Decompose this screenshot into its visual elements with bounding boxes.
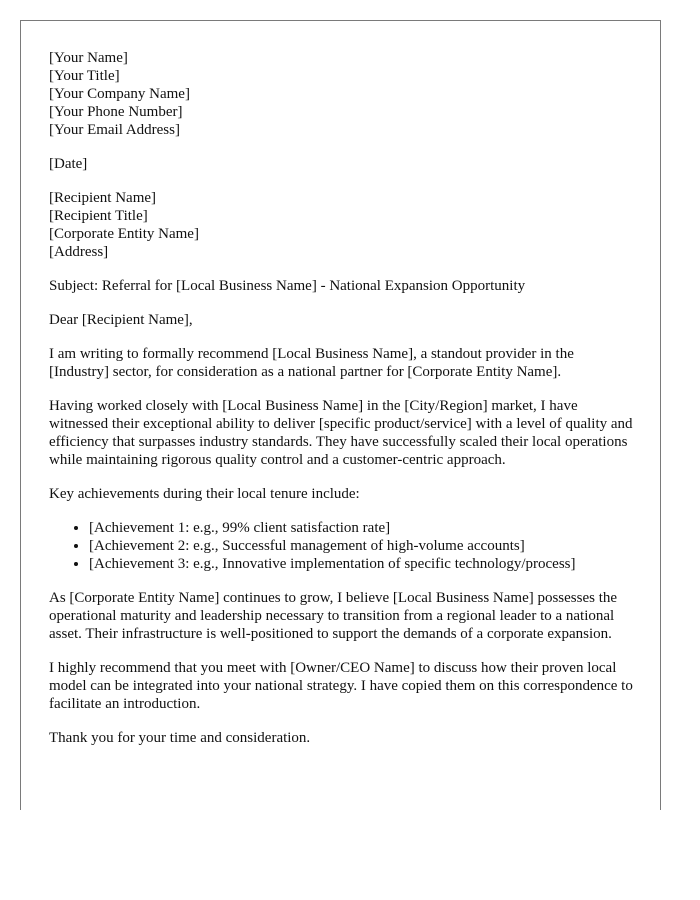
achievements-list	[49, 519, 634, 573]
sender-phone: [Your Phone Number]	[49, 104, 183, 120]
sender-email: [Your Email Address]	[49, 122, 180, 138]
sender-block	[49, 49, 634, 139]
letter-page	[20, 20, 661, 810]
letter-body	[49, 49, 634, 763]
recipient-name: [Recipient Name]	[49, 190, 157, 206]
recipient-entity: [Corporate Entity Name]	[49, 226, 199, 242]
sender-title: [Your Title]	[49, 68, 120, 84]
recipient-block	[49, 189, 634, 261]
achievements-intro: Key achievements during their local tenure include:	[49, 486, 360, 502]
achievement-item: • [Achievement 3: e.g., Innovative implementation of specific technology/process]	[89, 555, 634, 573]
recipient-title: [Recipient Title]	[49, 208, 148, 224]
closing-line: Thank you for your time and consideration.	[49, 730, 311, 746]
sender-name: [Your Name]	[49, 50, 128, 66]
sender-company: [Your Company Name]	[49, 86, 190, 102]
recommendation-paragraph: I highly recommend that you meet with [Owner/CEO Name] to discuss how their proven local model can be integrated into your national strategy. I have copied them on this correspondence to facilitate an introduction.	[49, 660, 633, 712]
recipient-address: [Address]	[49, 244, 109, 260]
growth-paragraph: As [Corporate Entity Name] continues to grow, I believe [Local Business Name] possesses the operational maturity and leadership necessary to transition from a regional leader to a national asset. Their infrastructure is well-positioned to support the demands of a corporate expansion.	[49, 590, 618, 642]
intro-paragraph: I am writing to formally recommend [Local Business Name], a standout provider in the [Industry] sector, for consideration as a national partner for [Corporate Entity Name].	[49, 346, 574, 380]
subject-line: Subject: Referral for [Local Business Name] - National Expansion Opportunity	[49, 278, 526, 294]
achievement-item: • [Achievement 2: e.g., Successful management of high-volume accounts]	[89, 537, 634, 555]
salutation: Dear [Recipient Name],	[49, 312, 193, 328]
letter-date: [Date]	[49, 156, 88, 172]
achievement-item: • [Achievement 1: e.g., 99% client satisfaction rate]	[89, 519, 634, 537]
experience-paragraph: Having worked closely with [Local Business Name] in the [City/Region] market, I have witnessed their exceptional ability to deliver [specific product/service] with a level of quality and efficiency that surpasses industry standards. They have successfully scaled their local operations while maintaining rigorous quality control and a customer-centric approach.	[49, 398, 633, 468]
